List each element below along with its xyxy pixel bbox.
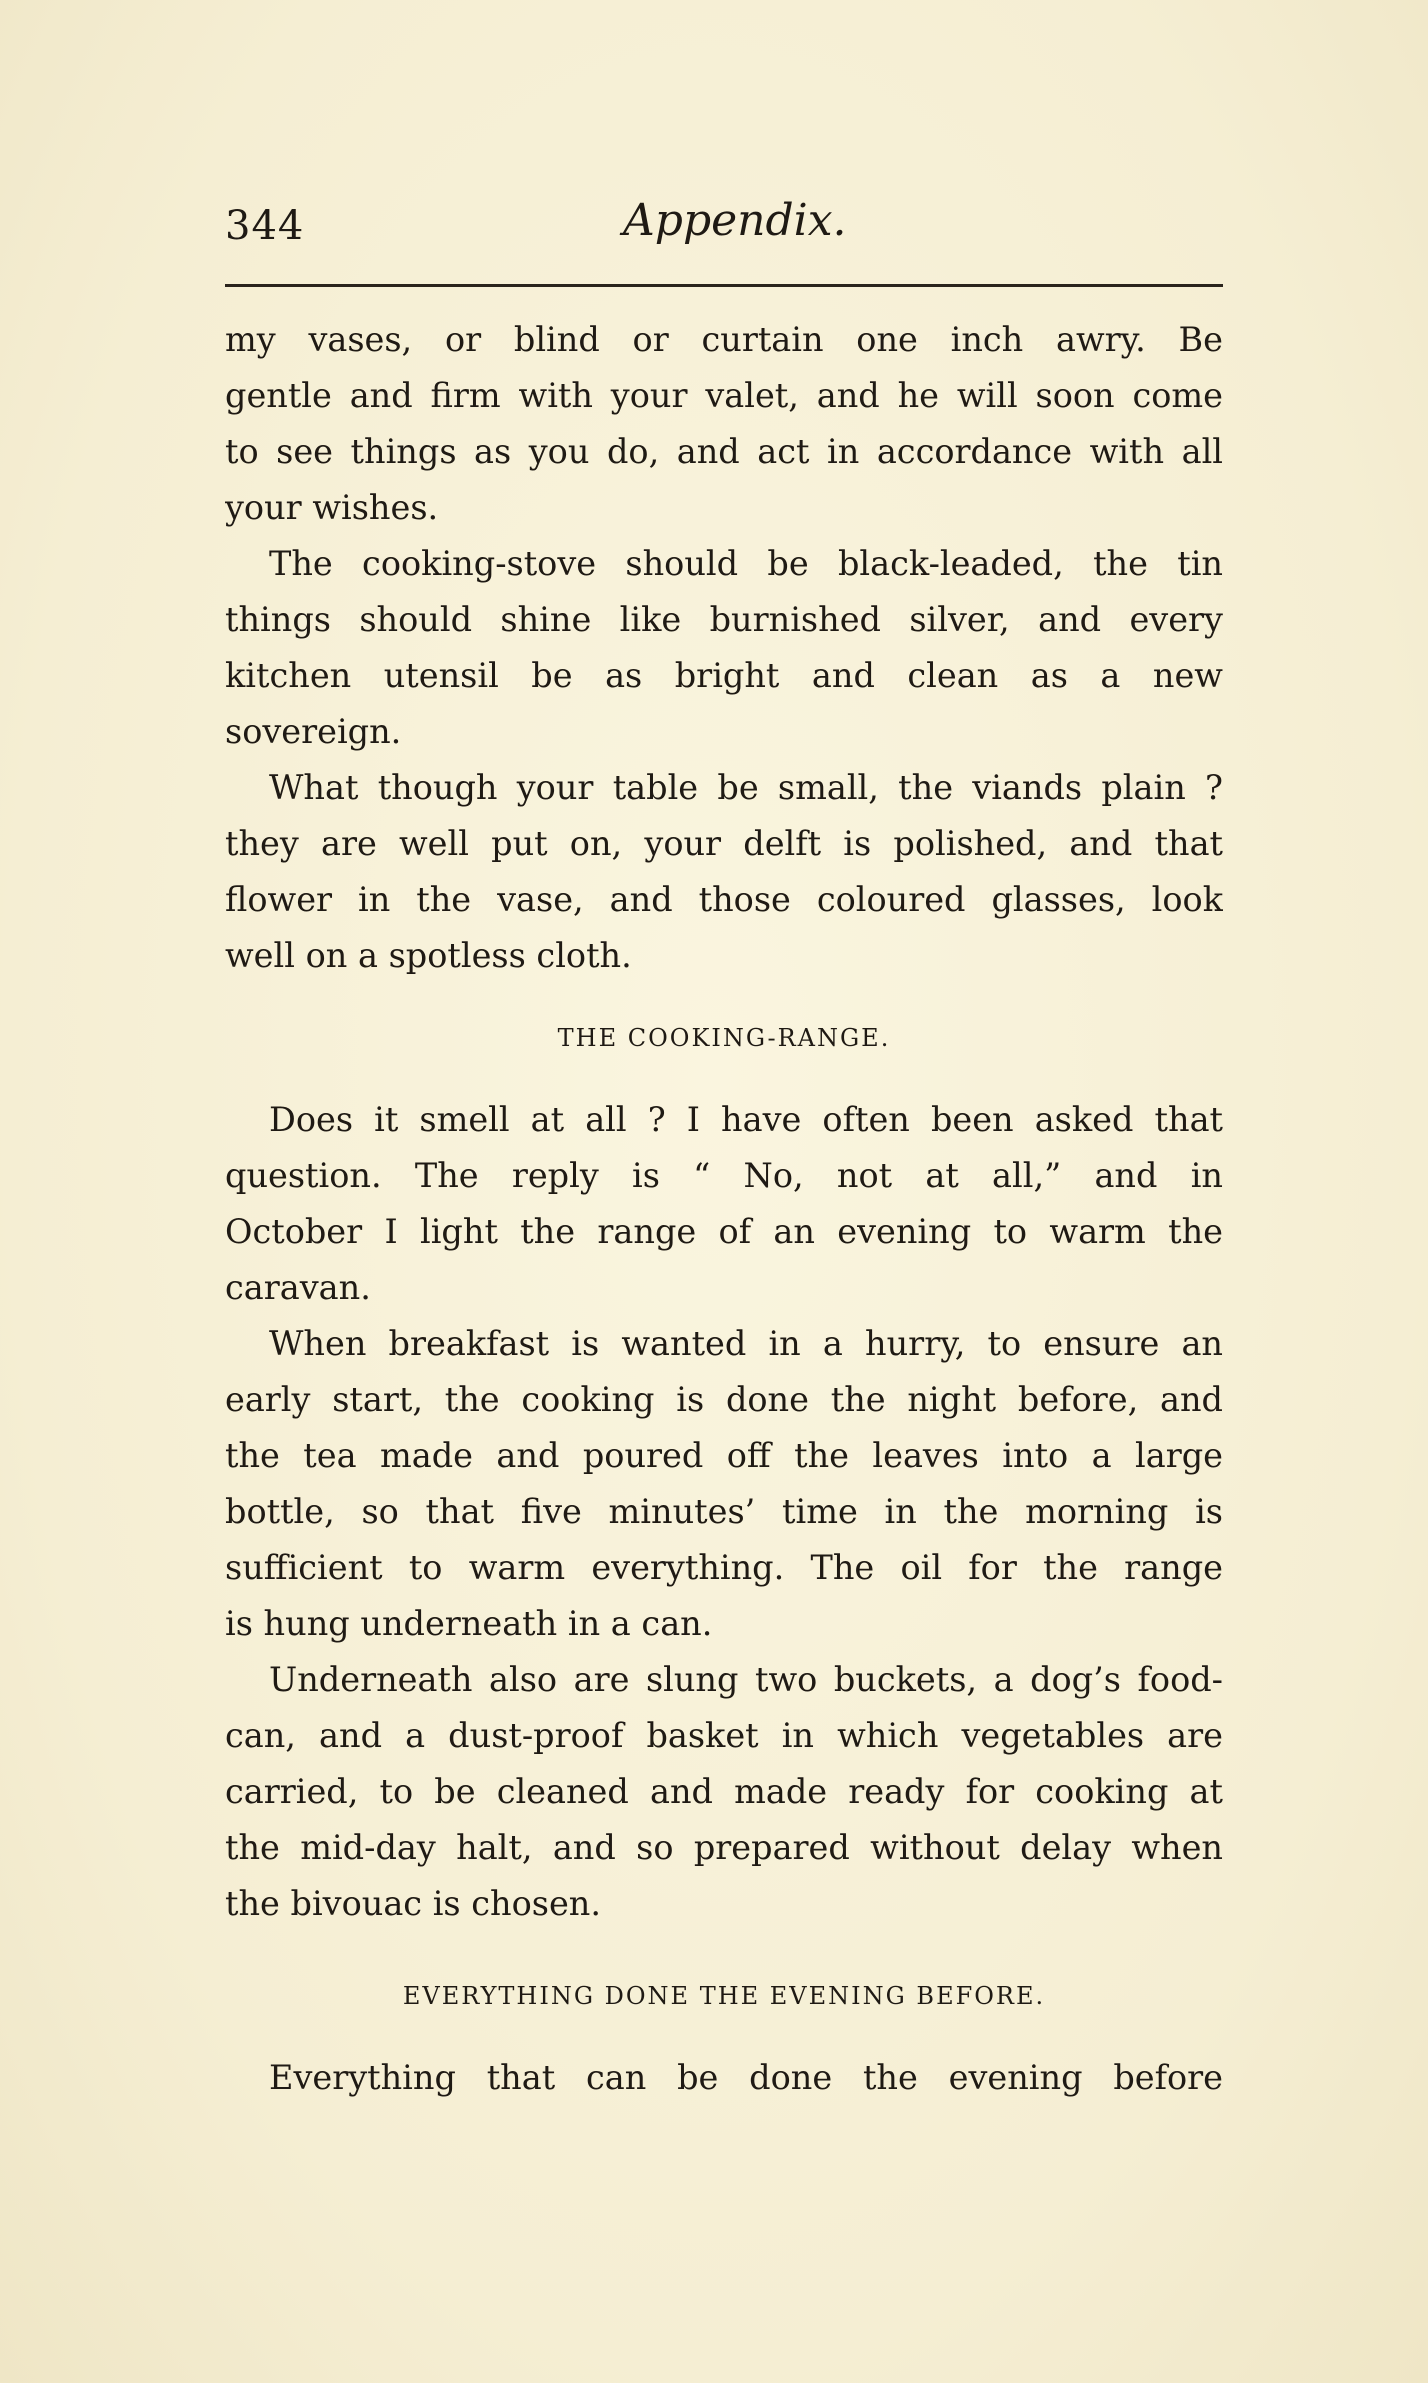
text-line: caravan. <box>225 1268 371 1307</box>
text-line: Underneath also are slung two buckets, a dog’s food- <box>269 1660 1223 1699</box>
text-line: well on a spotless cloth. <box>225 936 632 975</box>
paragraph <box>225 2050 1223 2106</box>
spacer <box>225 984 1223 1010</box>
page-header <box>225 195 1223 255</box>
text-line: gentle and firm with your valet, and he will soon come <box>225 376 1223 415</box>
text-line: carried, to be cleaned and made ready for cooking at <box>225 1772 1223 1811</box>
text-line: Does it smell at all ? I have often been asked that <box>269 1100 1223 1139</box>
text-line: bottle, so that five minutes’ time in the morning is <box>225 1492 1223 1531</box>
text-line: flower in the vase, and those coloured glasses, look <box>225 880 1223 919</box>
text-line: When breakfast is wanted in a hurry, to ensure an <box>269 1324 1223 1363</box>
text-line: the bivouac is chosen. <box>225 1884 602 1923</box>
body-text <box>225 312 1223 2106</box>
text-line: Everything that can be done the evening before <box>269 2058 1223 2097</box>
text-line: is hung underneath in a can. <box>225 1604 713 1643</box>
section-heading: THE COOKING-RANGE. <box>557 1024 891 1052</box>
text-line: the tea made and poured off the leaves into a large <box>225 1436 1223 1475</box>
text-line: the mid-day halt, and so prepared without delay when <box>225 1828 1223 1867</box>
text-line: sufficient to warm everything. The oil for the range <box>225 1548 1223 1587</box>
text-line: sovereign. <box>225 712 402 751</box>
text-line: The cooking-stove should be black-leaded, the tin <box>269 544 1223 583</box>
page-number: 344 <box>225 203 305 249</box>
spacer <box>225 2024 1223 2050</box>
text-line: my vases, or blind or curtain one inch awry. Be <box>225 320 1223 359</box>
paragraph <box>225 536 1223 760</box>
text-line: kitchen utensil be as bright and clean as a new <box>225 656 1223 695</box>
text-line: can, and a dust-proof basket in which vegetables are <box>225 1716 1223 1755</box>
paragraph <box>225 1092 1223 1316</box>
spacer <box>225 1932 1223 1968</box>
running-title: Appendix. <box>623 195 847 246</box>
paragraph <box>225 1316 1223 1652</box>
text-line: early start, the cooking is done the night before, and <box>225 1380 1223 1419</box>
text-line: What though your table be small, the viands plain ? <box>269 768 1223 807</box>
header-rule <box>225 284 1223 287</box>
paragraph <box>225 760 1223 984</box>
text-line: things should shine like burnished silver, and every <box>225 600 1223 639</box>
text-line: to see things as you do, and act in accordance with all <box>225 432 1223 471</box>
text-line: they are well put on, your delft is polished, and that <box>225 824 1223 863</box>
paragraph <box>225 1652 1223 1932</box>
text-line: your wishes. <box>225 488 439 527</box>
spacer <box>225 1066 1223 1092</box>
text-line: October I light the range of an evening to warm the <box>225 1212 1223 1251</box>
paragraph <box>225 312 1223 536</box>
text-line: question. The reply is “ No, not at all,” and in <box>225 1156 1223 1195</box>
section-heading: EVERYTHING DONE THE EVENING BEFORE. <box>402 1982 1046 2010</box>
